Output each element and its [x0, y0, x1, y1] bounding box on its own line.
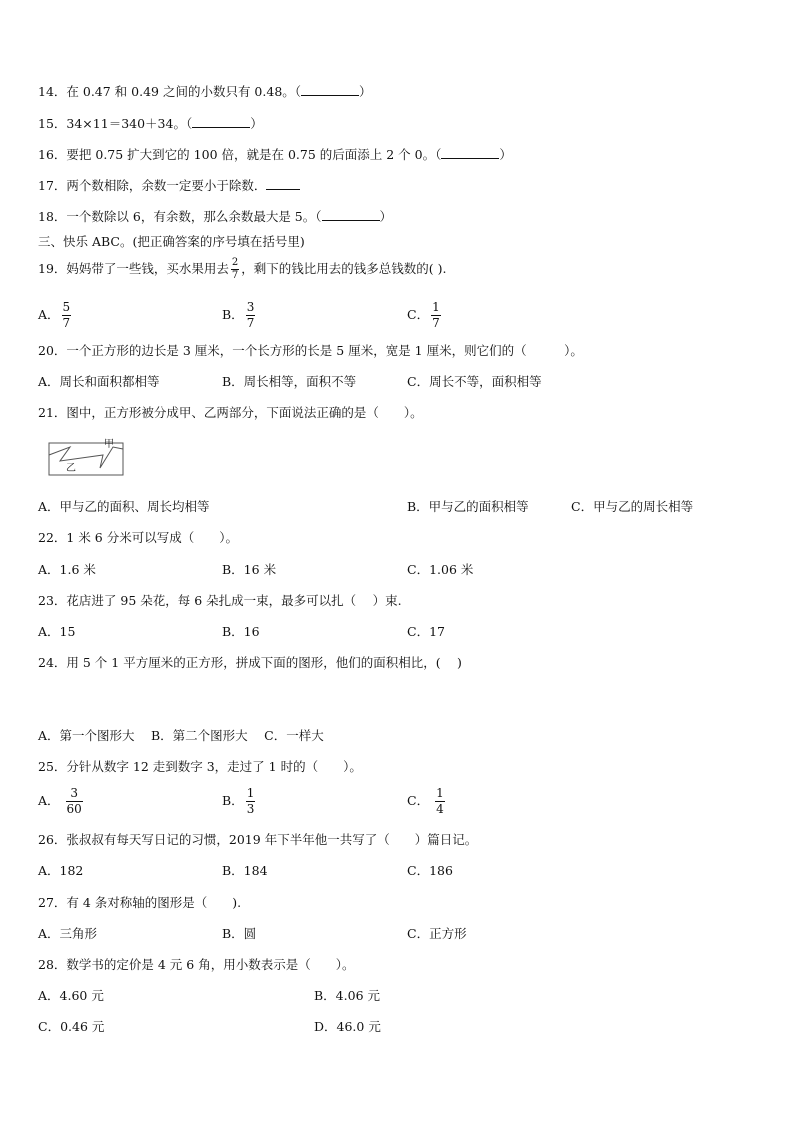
- option-d[interactable]: D．46.0 元: [314, 1019, 381, 1034]
- question-20: 20．一个正方形的边长是 3 厘米，一个长方形的长是 5 厘米，宽是 1 厘米，则它们的（ ）。: [38, 343, 583, 358]
- option-b[interactable]: B．周长相等，面积不等: [222, 374, 357, 389]
- option-b[interactable]: B．16: [222, 624, 260, 639]
- question-24-options[interactable]: A．第一个图形大 B．第二个图形大 C．一样大: [38, 728, 324, 743]
- denominator: 7: [231, 270, 239, 281]
- option-label: C．: [407, 307, 430, 322]
- denominator: 7: [432, 316, 440, 330]
- question-17: [38, 177, 300, 194]
- close-paren: ）: [499, 147, 512, 162]
- question-24: 24．用 5 个 1 平方厘米的正方形，拼成下面的图形，他们的面积相比，( ): [38, 655, 462, 670]
- fraction: [62, 301, 72, 330]
- denominator: 60: [66, 802, 82, 816]
- option-b[interactable]: [222, 301, 257, 330]
- numerator: 1: [436, 786, 444, 800]
- denominator: 4: [436, 802, 444, 816]
- option-c[interactable]: C．17: [407, 624, 445, 639]
- option-b[interactable]: B．甲与乙的面积相等: [407, 499, 529, 514]
- answer-blank[interactable]: [301, 83, 359, 96]
- fraction: [246, 301, 256, 330]
- question-15-text: 15．34×11＝340＋34。（: [38, 116, 193, 131]
- option-c[interactable]: C．186: [407, 863, 453, 878]
- option-label: A．: [38, 793, 60, 808]
- question-27: 27．有 4 条对称轴的图形是（ ).: [38, 895, 242, 910]
- option-c[interactable]: C．正方形: [407, 926, 467, 941]
- option-label: B．: [222, 307, 244, 322]
- fraction: [435, 787, 445, 816]
- fraction: [66, 787, 83, 816]
- question-16-text: 16．要把 0.75 扩大到它的 100 倍，就是在 0.75 的后面添上 2 个 0。（: [38, 147, 442, 162]
- denominator: 3: [246, 802, 255, 816]
- option-a[interactable]: A．三角形: [38, 926, 98, 941]
- close-paren: ）: [359, 84, 372, 99]
- numerator: 1: [246, 786, 255, 800]
- close-paren: ）: [379, 209, 393, 224]
- option-a[interactable]: A．周长和面积都相等: [38, 374, 160, 389]
- answer-blank[interactable]: [322, 208, 380, 221]
- option-b[interactable]: B．圆: [222, 926, 257, 941]
- fraction: [231, 258, 239, 281]
- option-a[interactable]: [38, 301, 73, 330]
- fraction: [431, 301, 441, 330]
- question-21: 21．图中，正方形被分成甲、乙两部分，下面说法正确的是（ ）。: [38, 405, 423, 420]
- question-14-text: 14．在 0.47 和 0.49 之间的小数只有 0.48。（: [38, 84, 302, 99]
- option-b[interactable]: [222, 787, 257, 816]
- option-c[interactable]: C．0.46 元: [38, 1019, 105, 1034]
- question-25: 25．分针从数字 12 走到数字 3，走过了 1 时的（ ）。: [38, 759, 362, 774]
- fraction: [246, 787, 256, 816]
- option-c[interactable]: C．周长不等，面积相等: [407, 374, 542, 389]
- question-19-text: 19．妈妈带了一些钱，买水果用去: [38, 261, 229, 276]
- option-label: B．: [222, 793, 244, 808]
- option-c[interactable]: C．1.06 米: [407, 562, 474, 577]
- option-a[interactable]: A．182: [38, 863, 84, 878]
- question-22: 22．1 米 6 分米可以写成（ ）。: [38, 530, 238, 545]
- option-label: C．: [407, 793, 430, 808]
- question-15: [38, 115, 263, 132]
- denominator: 7: [246, 316, 255, 330]
- answer-blank[interactable]: [266, 177, 300, 190]
- numerator: 3: [70, 786, 78, 800]
- answer-blank[interactable]: [192, 115, 250, 128]
- question-18-text: 18．一个数除以 6，有余数，那么余数最大是 5。（: [38, 209, 322, 224]
- question-17-text: 17．两个数相除，余数一定要小于除数．: [38, 178, 267, 193]
- option-c[interactable]: [407, 301, 443, 330]
- close-paren: ）: [250, 116, 263, 131]
- option-b[interactable]: B．184: [222, 863, 268, 878]
- option-label: A．: [38, 307, 60, 322]
- option-a[interactable]: [38, 787, 85, 816]
- square-figure-svg: [48, 437, 128, 479]
- numerator: 3: [246, 300, 255, 314]
- option-a[interactable]: A．1.6 米: [38, 562, 96, 577]
- question-23: 23．花店进了 95 朵花，每 6 朵扎成一束，最多可以扎（ ）束.: [38, 593, 402, 608]
- question-18: [38, 208, 392, 225]
- numerator: 5: [62, 300, 71, 314]
- question-16: [38, 146, 512, 163]
- denominator: 7: [62, 316, 71, 330]
- square-divided-figure: [48, 437, 128, 483]
- question-14: [38, 83, 372, 100]
- section-heading: 三、快乐 ABC。(把正确答案的序号填在括号里): [38, 234, 305, 249]
- option-c[interactable]: [407, 787, 447, 816]
- numerator: 1: [432, 300, 440, 314]
- option-c[interactable]: C．甲与乙的周长相等: [571, 499, 694, 514]
- answer-blank[interactable]: [441, 146, 499, 159]
- numerator: 2: [231, 257, 239, 268]
- label-yi: 乙: [66, 463, 76, 474]
- option-b[interactable]: B．4.06 元: [314, 988, 380, 1003]
- question-19: [38, 258, 447, 281]
- label-jia: 甲: [104, 439, 114, 450]
- option-b[interactable]: B．16 米: [222, 562, 277, 577]
- option-a[interactable]: A．4.60 元: [38, 988, 104, 1003]
- option-a[interactable]: A．甲与乙的面积、周长均相等: [38, 499, 210, 514]
- option-a[interactable]: A．15: [38, 624, 76, 639]
- question-19-text-end: ，剩下的钱比用去的钱多总钱数的( ).: [241, 261, 447, 276]
- question-28: 28．数学书的定价是 4 元 6 角，用小数表示是（ ）。: [38, 957, 355, 972]
- question-26: 26．张叔叔有每天写日记的习惯，2019 年下半年他一共写了（ ）篇日记。: [38, 832, 478, 847]
